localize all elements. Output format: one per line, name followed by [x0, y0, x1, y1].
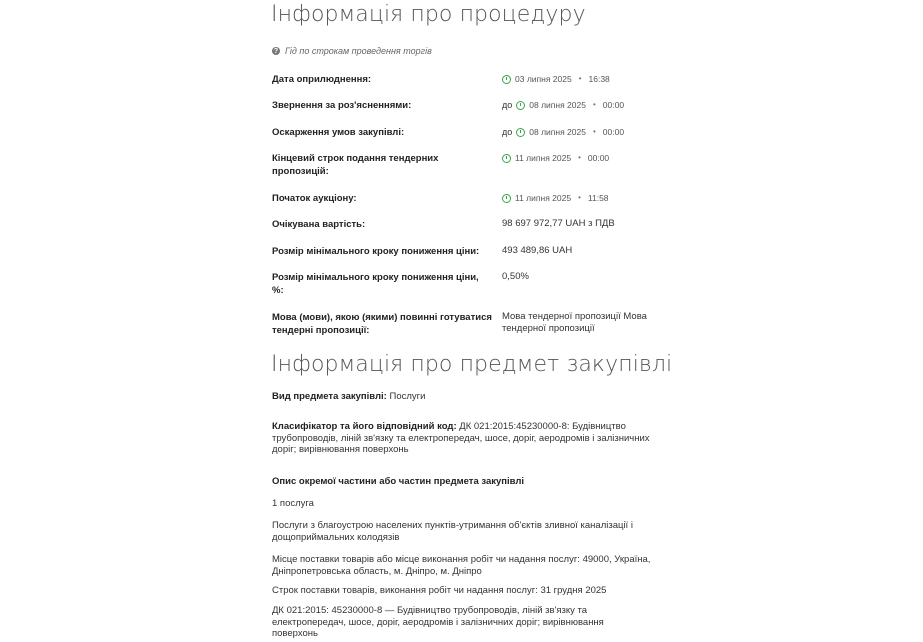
- separator-dot: •: [592, 127, 596, 136]
- row-value: [502, 152, 652, 164]
- subject-type: [272, 391, 652, 403]
- row-label: Очікувана вартість:: [272, 219, 366, 230]
- row-label: Оскарження умов закупівлі:: [272, 127, 405, 138]
- date-text: 11 липня 2025: [515, 193, 572, 203]
- row-label: Розмір мінімального кроку пониження ціни, %:: [272, 272, 479, 296]
- clock-icon: [516, 101, 525, 110]
- row-value: [502, 73, 652, 85]
- subject-type-label: Вид предмета закупівлі:: [272, 391, 387, 402]
- item-description: Послуги з благоустрою населених пунктів-утримання об'єктів зливної каналізації і дощоприймальних колодязів: [272, 520, 633, 543]
- row-label: Мова (мови), якою (якими) повинні готуватися тендерні пропозиції:: [272, 312, 492, 336]
- delivery-place: Місце поставки товарів або місце виконання робіт чи надання послуг: 49000, Україна, Дніпропетровська область, м. Дніпро, м. Дніпро: [272, 554, 651, 577]
- time-text: 00:00: [587, 153, 610, 163]
- deadlines-guide-link[interactable]: [272, 46, 432, 56]
- separator-dot: •: [578, 74, 582, 83]
- row-value: [502, 192, 652, 204]
- classifier-value: ДК 021:2015:45230000-8: Будівництво трубопроводів, ліній зв'язку та електропередач, шосе, доріг, аеродромів і залізничних доріг; вирівнювання поверхонь: [272, 421, 650, 455]
- row-value: [502, 99, 652, 111]
- time-text: 00:00: [602, 127, 625, 137]
- date-text: 11 липня 2025: [515, 153, 572, 163]
- time-text: 11:58: [587, 193, 609, 203]
- prefix-text: до: [502, 100, 513, 110]
- question-icon: ?: [273, 47, 279, 55]
- row-value: 0,50%: [502, 271, 529, 282]
- cpv-code: ДК 021:2015: 45230000-8 — Будівництво трубопроводів, ліній зв'язку та електропередач, шосе, доріг, аеродромів і залізничних доріг; вирівнювання поверхонь: [272, 605, 604, 639]
- subject-heading: Інформація про предмет закупівлі: [271, 352, 673, 377]
- clock-icon: [502, 75, 511, 84]
- subject-type-value: Послуги: [389, 391, 426, 402]
- separator-dot: •: [578, 193, 581, 202]
- delivery-term: Строк поставки товарів, виконання робіт чи надання послуг: 31 грудня 2025: [272, 585, 607, 596]
- separator-dot: •: [592, 100, 596, 109]
- quantity: 1 послуга: [272, 498, 314, 509]
- date-text: 08 липня 2025: [529, 127, 586, 137]
- guide-link-label: Гід по строкам проведення торгів: [285, 46, 432, 56]
- date-text: 08 липня 2025: [529, 100, 586, 110]
- classifier-label: Класифікатор та його відповідний код:: [272, 421, 457, 432]
- row-label: Дата оприлюднення:: [272, 74, 372, 85]
- clock-icon: [502, 194, 511, 203]
- time-text: 16:38: [588, 74, 610, 84]
- row-value: [502, 126, 652, 138]
- description-heading: Опис окремої частини або частин предмета закупівлі: [272, 476, 525, 487]
- clock-icon: [516, 128, 525, 137]
- row-value: Мова тендерної пропозиції Мова тендерної пропозиції: [502, 311, 647, 334]
- row-label: Початок аукціону:: [272, 193, 357, 204]
- row-value: 493 489,86 UAH: [502, 245, 573, 256]
- clock-icon: [502, 154, 511, 163]
- classifier: [272, 421, 652, 456]
- time-text: 00:00: [602, 100, 625, 110]
- row-label: Розмір мінімального кроку пониження ціни:: [272, 246, 480, 257]
- row-label: Кінцевий строк подання тендерних пропозицій:: [272, 153, 439, 177]
- row-label: Звернення за роз'ясненнями:: [272, 100, 412, 111]
- procedure-heading: Інформація про процедуру: [271, 2, 586, 27]
- row-value: 98 697 972,77 UAH з ПДВ: [502, 218, 615, 229]
- prefix-text: до: [502, 127, 513, 137]
- separator-dot: •: [578, 153, 581, 162]
- date-text: 03 липня 2025: [515, 74, 572, 84]
